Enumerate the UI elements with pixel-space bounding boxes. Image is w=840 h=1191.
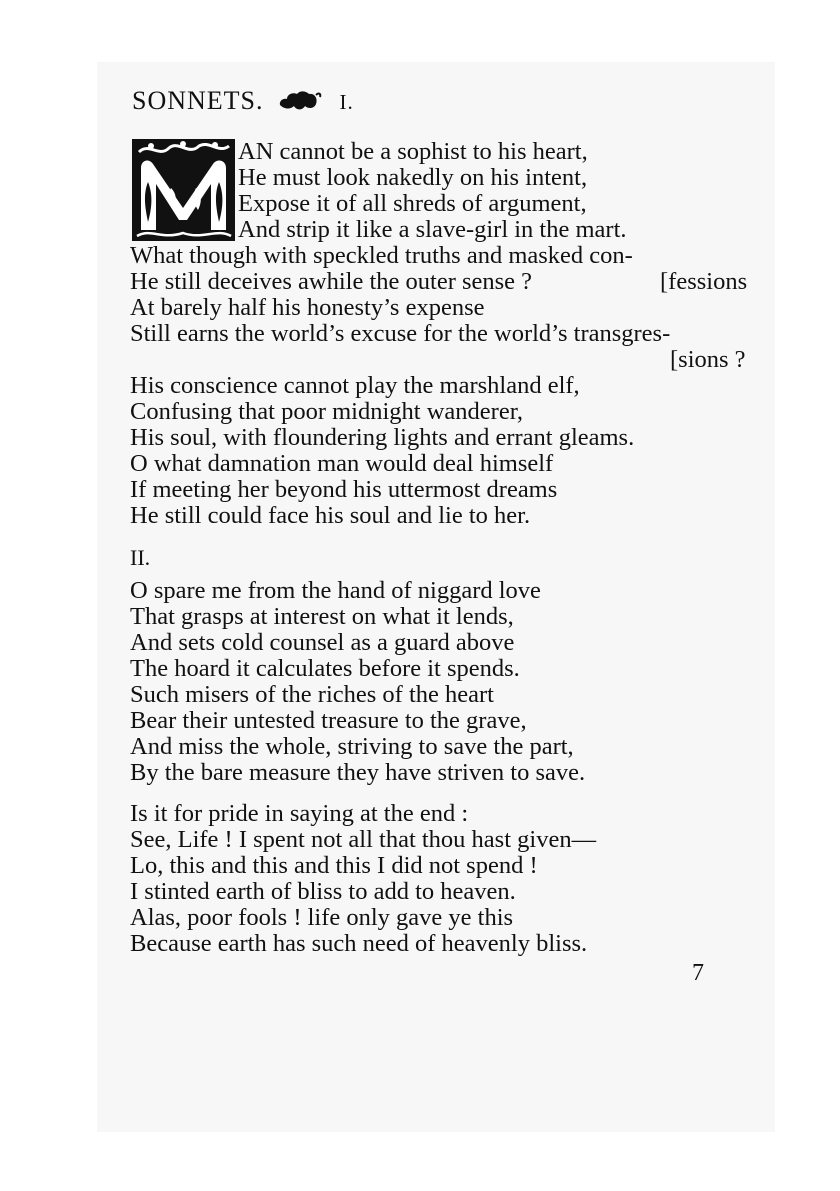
sonnet2-line-13: Alas, poor fools ! life only gave ye this — [130, 904, 514, 931]
sonnet2-label: II. — [130, 545, 151, 570]
page-header — [132, 86, 354, 118]
sonnet2-line-10: See, Life ! I spent not all that thou hast given— — [130, 826, 597, 853]
sonnet1-line-11: His soul, with floundering lights and errant gleams. — [130, 424, 635, 451]
sonnet1-line-10: Confusing that poor midnight wanderer, — [130, 398, 523, 425]
sonnet1-line-4: And strip it like a slave-girl in the mart. — [238, 216, 627, 243]
overflow-fessions: [fessions — [660, 268, 748, 295]
page-number: 7 — [692, 960, 704, 986]
sonnet2-line-14: Because earth has such need of heavenly bliss. — [130, 930, 588, 957]
sonnet2-line-12: I stinted earth of bliss to add to heaven. — [130, 878, 516, 905]
sonnet1-line-1: AN cannot be a sophist to his heart, — [238, 138, 588, 165]
sonnet1-line-5: What though with speckled truths and masked con- — [130, 242, 633, 269]
sonnet2-line-4: The hoard it calculates before it spends. — [130, 655, 520, 682]
sonnet1-line-9: His conscience cannot play the marshland elf, — [130, 372, 580, 399]
sonnet1-line-8: Still earns the world’s excuse for the world’s transgres- — [130, 320, 671, 347]
overflow-sions: [sions ? — [670, 346, 746, 373]
sonnet1-line-7: At barely half his honesty’s expense — [130, 294, 485, 321]
sonnet2-line-5: Such misers of the riches of the heart — [130, 681, 494, 708]
sonnet-number: I. — [339, 90, 354, 114]
sonnet1-line-12: O what damnation man would deal himself — [130, 450, 554, 477]
sonnet2-line-2: That grasps at interest on what it lends, — [130, 603, 514, 630]
sonnet2-line-9: Is it for pride in saying at the end : — [130, 800, 469, 827]
sonnet1-line-14: He still could face his soul and lie to her. — [130, 502, 531, 529]
sonnet2-line-3: And sets cold counsel as a guard above — [130, 629, 515, 656]
sonnet1-line-13: If meeting her beyond his uttermost dreams — [130, 476, 558, 503]
sonnet1-line-3: Expose it of all shreds of argument, — [238, 190, 587, 217]
sonnet2-line-7: And miss the whole, striving to save the part, — [130, 733, 574, 760]
sonnet1-line-2: He must look nakedly on his intent, — [238, 164, 588, 191]
sonnet2-line-6: Bear their untested treasure to the grave, — [130, 707, 527, 734]
ornamental-initial-icon — [131, 138, 236, 242]
sonnet1-line-6: He still deceives awhile the outer sense ? — [130, 268, 533, 295]
header-title: SONNETS. — [132, 86, 264, 115]
fleuron-icon — [278, 88, 322, 118]
sonnet2-line-11: Lo, this and this and this I did not spend ! — [130, 852, 538, 879]
sonnet2-line-1: O spare me from the hand of niggard love — [130, 577, 541, 604]
sonnet2-line-8: By the bare measure they have striven to save. — [130, 759, 586, 786]
